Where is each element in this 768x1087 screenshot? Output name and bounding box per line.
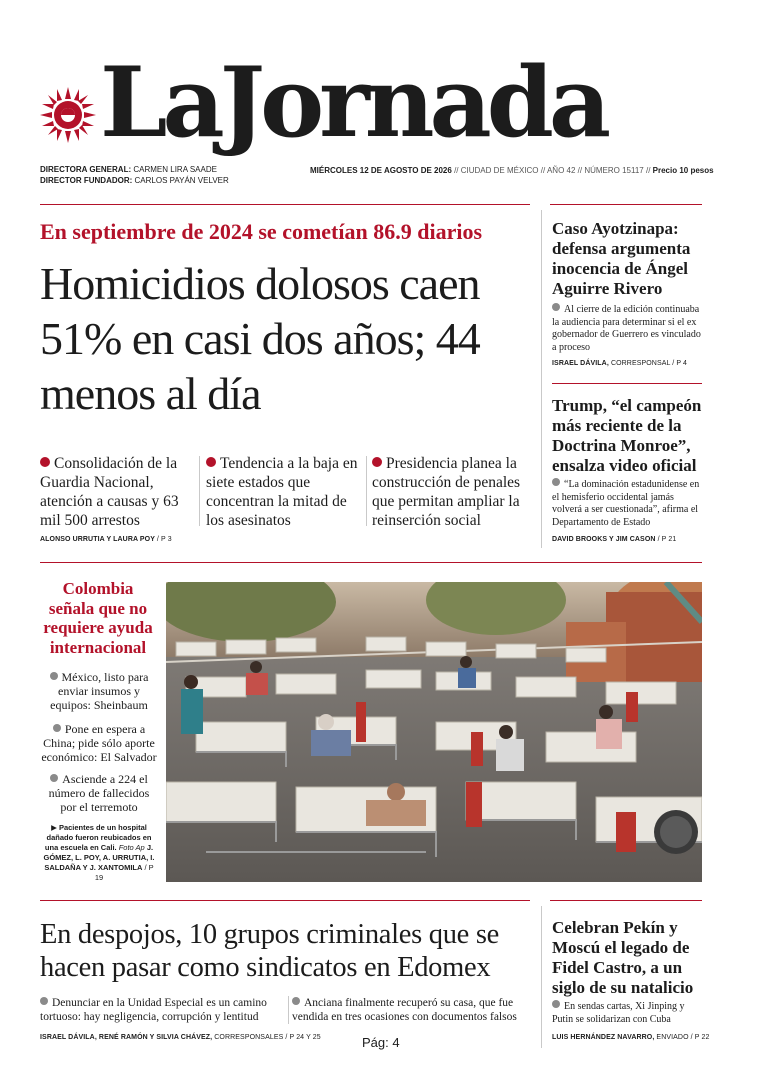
lead-byline-names: ALONSO URRUTIA Y LAURA POY bbox=[40, 536, 155, 543]
bottom-byline bbox=[40, 1034, 321, 1041]
bottom-item-1 bbox=[40, 996, 285, 1024]
gray-bullet-icon bbox=[552, 304, 564, 315]
edition-date: MIÉRCOLES 12 DE AGOSTO DE 2026 bbox=[310, 166, 452, 175]
red-bullet-icon bbox=[40, 455, 54, 472]
lead-column-divider bbox=[366, 456, 367, 526]
directora-label: DIRECTORA GENERAL: bbox=[40, 165, 132, 174]
lead-column-divider bbox=[199, 456, 200, 526]
directora-name: CARMEN LIRA SAADE bbox=[133, 165, 217, 174]
lead-kicker[interactable]: En septiembre de 2024 se cometían 86.9 diarios bbox=[40, 219, 483, 244]
bottom-item-2 bbox=[292, 996, 532, 1024]
side2-byline bbox=[552, 536, 676, 543]
caption-arrow-icon: ▶ bbox=[51, 823, 57, 832]
masthead-divider-right bbox=[550, 204, 702, 205]
side1-headline[interactable]: Caso Ayotzinapa: defensa argumenta inocencia de Ángel Aguirre Rivero bbox=[552, 219, 691, 298]
gray-bullet-icon bbox=[552, 479, 564, 490]
masthead-divider bbox=[40, 204, 530, 205]
lead-bullet-1-text: Consolidación de la Guardia Nacional, atención a causas y 63 mil 500 arrestos bbox=[40, 455, 179, 529]
gray-bullet-icon bbox=[50, 772, 62, 786]
photo-caption bbox=[40, 823, 158, 883]
photo-caption-text: Pacientes de un hospital dañado fueron reubicados en una escuela en Cali. bbox=[44, 823, 152, 852]
side2-summary-text: “La dominación estadunidense en el hemisferio occidental jamás volverá a ser cuestionada”, afirma el Departamento de Estado bbox=[552, 479, 700, 528]
photo-story-headline[interactable]: Colombia señala que no requiere ayuda internacional bbox=[43, 579, 153, 657]
side2-byline-role: / P 21 bbox=[657, 536, 677, 543]
bottom-byline-role: CORRESPONSALES / P 24 Y 25 bbox=[214, 1034, 321, 1041]
lead-bullet-3 bbox=[372, 454, 534, 530]
page-number: Pág: 4 bbox=[362, 1035, 400, 1050]
section-divider bbox=[40, 900, 530, 901]
red-bullet-icon bbox=[372, 455, 386, 472]
side1-byline-name: ISRAEL DÁVILA, bbox=[552, 360, 609, 367]
side1-summary bbox=[552, 303, 702, 354]
red-bullet-icon bbox=[206, 455, 220, 472]
bottom-column-divider bbox=[288, 996, 289, 1024]
photo-caption-page: / P 19 bbox=[94, 863, 154, 882]
photo-item-1 bbox=[40, 670, 158, 712]
bottom-headline[interactable]: En despojos, 10 grupos criminales que se hacen pasar como sindicatos en Edomex bbox=[40, 919, 499, 983]
section-divider bbox=[40, 562, 702, 563]
bottom-byline-names: ISRAEL DÁVILA, RENÉ RAMÓN Y SILVIA CHÁVEZ, bbox=[40, 1034, 213, 1041]
side1-summary-text: Al cierre de la edición continuaba la audiencia para determinar si el ex gobernador de Guerrero es vinculado a proceso bbox=[552, 304, 701, 353]
side1-byline-role: CORRESPONSAL / P 4 bbox=[610, 360, 688, 367]
photo-item-2-text: Pone en espera a China; pide sólo aporte económico: El Salvador bbox=[41, 722, 157, 764]
directora-line bbox=[40, 165, 217, 175]
lead-bullet-2-text: Tendencia a la baja en siete estados que concentran la mitad de los asesinatos bbox=[206, 455, 358, 529]
side3-byline bbox=[552, 1034, 709, 1041]
gray-bullet-icon bbox=[552, 1001, 564, 1012]
lead-headline[interactable]: Homicidios dolosos caen 51% en casi dos años; 44 menos al día bbox=[40, 258, 480, 419]
photo-item-1-text: México, listo para enviar insumos y equipos: Sheinbaum bbox=[50, 670, 149, 712]
gray-bullet-icon bbox=[40, 997, 52, 1009]
side1-byline bbox=[552, 360, 687, 367]
section-divider-right bbox=[550, 900, 702, 901]
right-column-divider bbox=[541, 210, 542, 548]
side3-headline[interactable]: Celebran Pekín y Moscú el legado de Fidel Castro, a un siglo de su natalicio bbox=[552, 918, 694, 997]
photo-caption-credit: Foto Ap bbox=[118, 843, 145, 852]
gray-bullet-icon bbox=[53, 722, 65, 736]
photo-item-3-text: Asciende a 224 el número de fallecidos por el terremoto bbox=[48, 772, 150, 814]
fundador-line bbox=[40, 176, 229, 186]
fundador-name: CARLOS PAYÁN VELVER bbox=[134, 176, 229, 185]
masthead-logo[interactable]: LaJornada bbox=[100, 46, 607, 159]
gray-bullet-icon bbox=[50, 670, 62, 684]
sun-logo-icon bbox=[38, 85, 98, 145]
bottom-item-2-text: Anciana finalmente recuperó su casa, que fue vendida en tres ocasiones con documentos falsos bbox=[292, 997, 517, 1023]
dateline bbox=[310, 166, 714, 176]
side3-byline-name: LUIS HERNÁNDEZ NAVARRO, bbox=[552, 1034, 655, 1041]
side3-summary bbox=[552, 1000, 702, 1026]
lead-bullet-1 bbox=[40, 454, 200, 530]
lead-page-ref: / P 3 bbox=[156, 536, 172, 543]
bottom-item-1-text: Denunciar en la Unidad Especial es un camino tortuoso: hay negligencia, corrupción y lentitud bbox=[40, 997, 267, 1023]
fundador-label: DIRECTOR FUNDADOR: bbox=[40, 176, 133, 185]
photo-item-3 bbox=[40, 772, 158, 814]
side3-summary-text: En sendas cartas, Xi Jinping y Putin se solidarizan con Cuba bbox=[552, 1001, 685, 1025]
edition-info: // CIUDAD DE MÉXICO // AÑO 42 // NÚMERO 15117 // bbox=[454, 166, 651, 175]
side2-byline-name: DAVID BROOKS Y JIM CASON bbox=[552, 536, 656, 543]
lead-byline bbox=[40, 536, 172, 543]
edition-price: Precio 10 pesos bbox=[652, 166, 714, 175]
gray-bullet-icon bbox=[292, 997, 304, 1009]
side2-headline[interactable]: Trump, “el campeón más reciente de la Doctrina Monroe”, ensalza video oficial bbox=[552, 396, 702, 475]
lead-bullet-3-text: Presidencia planea la construcción de penales que permitan ampliar la reinserción social bbox=[372, 455, 521, 529]
photo-item-2 bbox=[40, 722, 158, 764]
side3-byline-role: ENVIADO / P 22 bbox=[656, 1034, 710, 1041]
field-hospital-photo[interactable] bbox=[166, 582, 702, 882]
right-column-divider bbox=[541, 906, 542, 1048]
lead-bullet-2 bbox=[206, 454, 364, 530]
photo-caption-names: J. GÓMEZ, L. POY, A. URRUTIA, I. SALDAÑA Y J. XANTOMILA bbox=[43, 843, 155, 872]
side-divider bbox=[552, 383, 702, 384]
side2-summary bbox=[552, 478, 702, 529]
